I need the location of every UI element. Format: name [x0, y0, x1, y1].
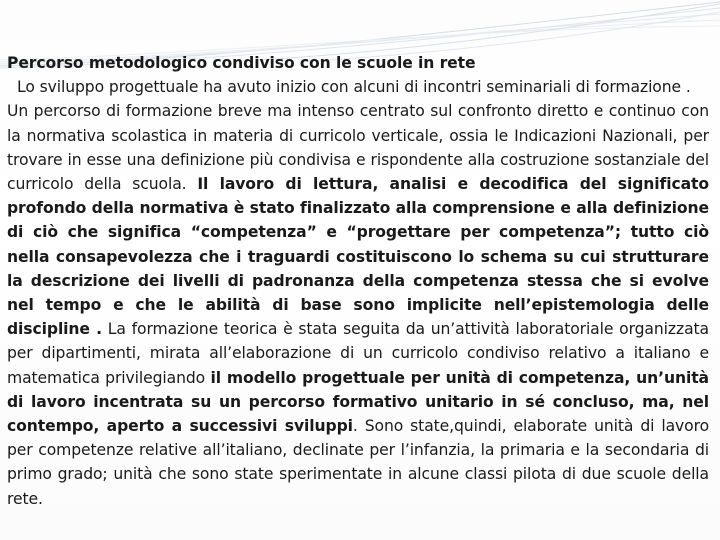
- paragraph-intro: Lo sviluppo progettuale ha avuto inizio con alcuni di incontri seminariali di formazione .: [17, 78, 691, 97]
- paragraph-main-bold-1: Il lavoro di lettura, analisi e decodifica del significato profondo della normativa è stato finalizzato alla comprensione e alla definizione di ciò che significa “competenza” e “progettare per competenza”; tutto ciò nella consapevolezza che i traguardi costituiscono lo schema su cui strutturare la descrizione dei livelli di padronanza della competenza stessa che si evolve nel tempo e che le abilità di base sono implicite nell’epistemologia delle discipline .: [7, 175, 709, 339]
- paragraph-main-text-3: . Sono state,quindi, elaborate unità di lavoro per competenze relative all’italiano, declinate per l’infanzia, la primaria e la secondaria di primo grado; unità che sono state sperimentate in alcune classi pilota di due scuole della rete.: [7, 417, 710, 508]
- page-title: Percorso metodologico condiviso con le scuole in rete: [7, 54, 476, 72]
- text-body: [7, 51, 709, 511]
- paragraph-main-text-1: Un percorso di formazione breve ma intenso centrato sul confronto diretto e continuo con la normativa scolastica in materia di curricolo verticale, ossia le Indicazioni Nazionali, per trovare in esse una definizione più condivisa e rispondente alla costruzione sostanziale del curricolo della scuola.: [7, 102, 709, 194]
- paragraph-main-text-2: La formazione teorica è stata seguita da un’attività laboratoriale organizzata per dipartimenti, mirata all’elaborazione di un curricolo condiviso relativo a italiano e matematica privilegiando: [7, 320, 710, 387]
- paragraph-main: [7, 99, 709, 510]
- paragraph-main-bold-2: il modello progettuale per unità di competenza, un’unità di lavoro incentrata su un percorso formativo unitario in sé concluso, ma, nel contempo, aperto a successivi sviluppi: [7, 368, 709, 436]
